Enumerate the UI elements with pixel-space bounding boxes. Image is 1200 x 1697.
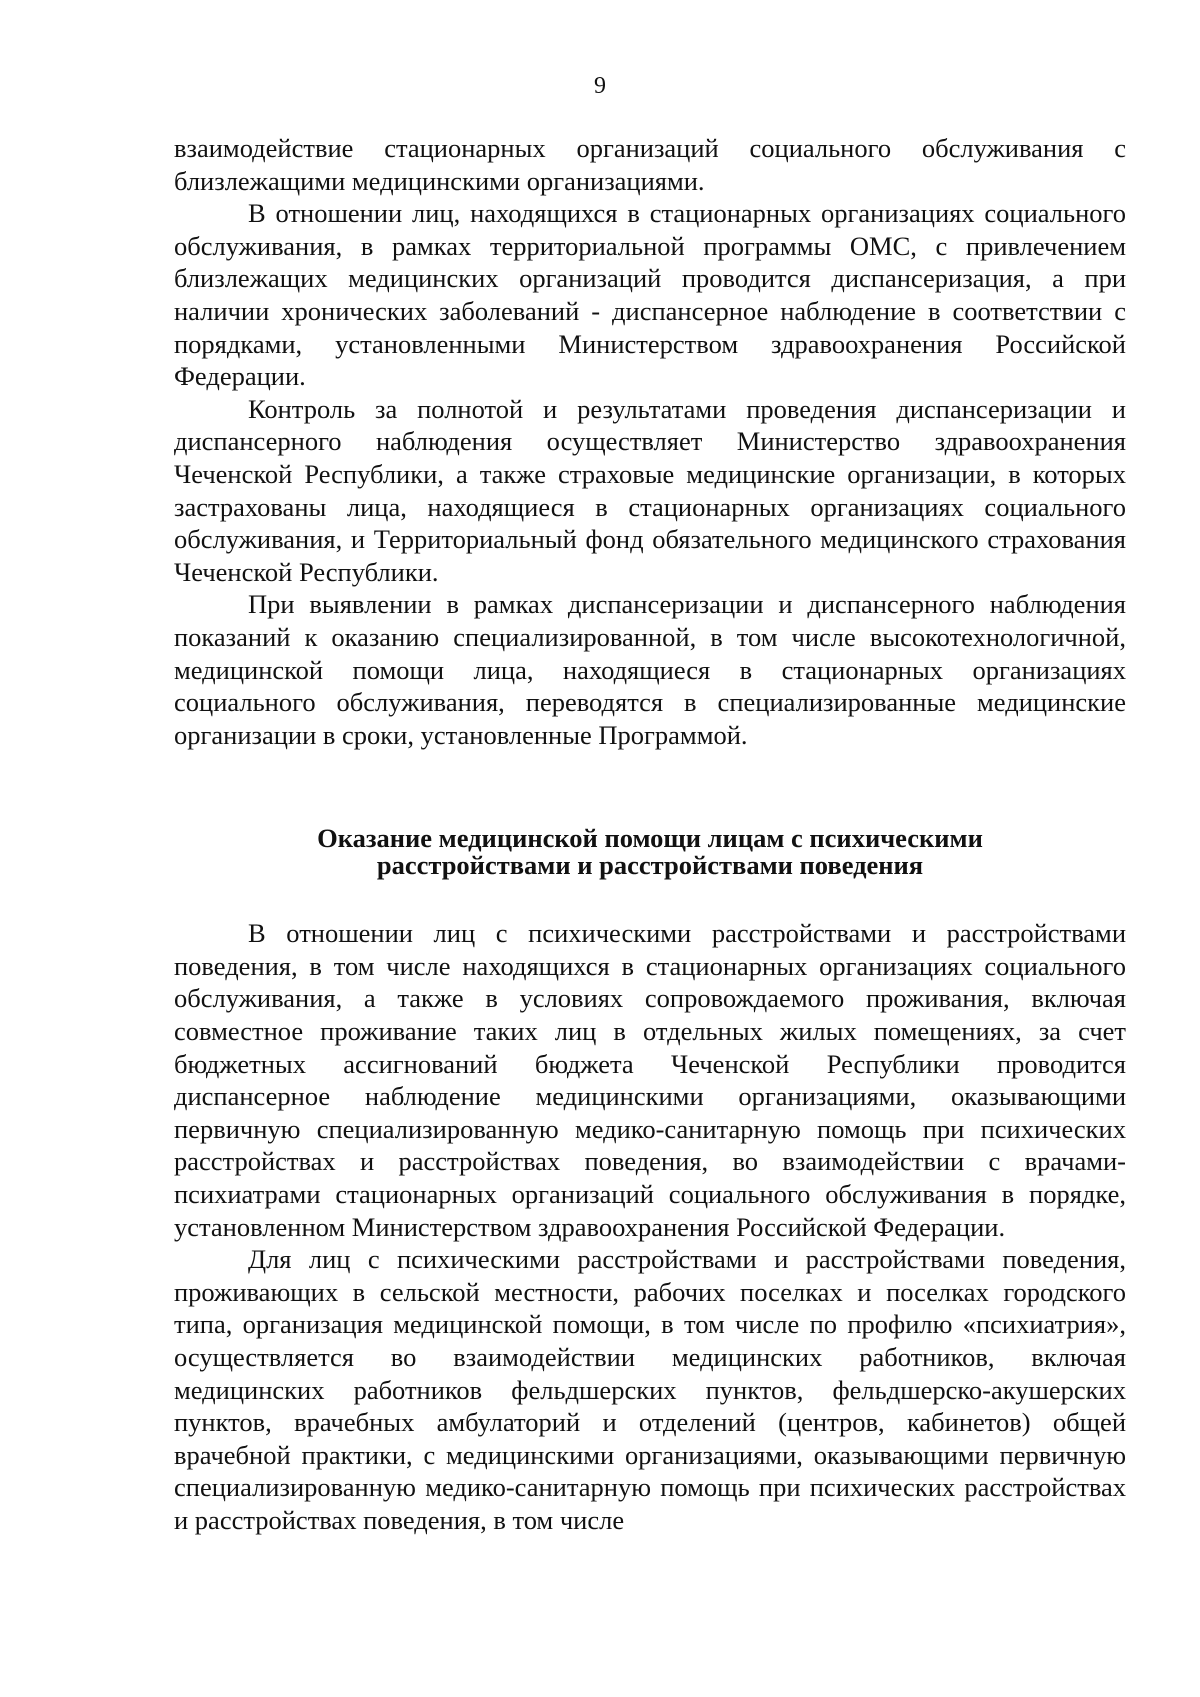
- document-body: [174, 132, 1126, 1537]
- paragraph: В отношении лиц, находящихся в стационарных организациях социального обслуживания, в рамках территориальной программы ОМС, с привлечением близлежащих медицинских организаций проводится диспансеризация, а при наличии хронических заболеваний - диспансерное наблюдение в соответствии с порядками, установленными Министерством здравоохранения Российской Федерации.: [174, 198, 1126, 392]
- section-heading: Оказание медицинской помощи лицам с психическими расстройствами и расстройствами поведения: [317, 823, 983, 881]
- page-number: 9: [594, 73, 606, 99]
- paragraph: В отношении лиц с психическими расстройствами и расстройствами поведения, в том числе находящихся в стационарных организациях социального обслуживания, а также в условиях сопровождаемого проживания, включая совместное проживание таких лиц в отдельных жилых помещениях, за счет бюджетных ассигнований бюджета Чеченской Республики проводится диспансерное наблюдение медицинскими организациями, оказывающими первичную специализированную медико-санитарную помощь при психических расстройствах и расстройствах поведения, во взаимодействии с врачами-психиатрами стационарных организаций социального обслуживания в порядке, установленном Министерством здравоохранения Российской Федерации.: [174, 918, 1126, 1242]
- paragraph: Для лиц с психическими расстройствами и расстройствами поведения, проживающих в сельской местности, рабочих поселках и поселках городского типа, организация медицинской помощи, в том числе по профилю «психиатрия», осуществляется во взаимодействии медицинских работников, включая медицинских работников фельдшерских пунктов, фельдшерско-акушерских пунктов, врачебных амбулаторий и отделений (центров, кабинетов) общей врачебной практики, с медицинскими организациями, оказывающими первичную специализированную медико-санитарную помощь при психических расстройствах и расстройствах поведения, в том числе: [174, 1244, 1126, 1535]
- paragraph: При выявлении в рамках диспансеризации и диспансерного наблюдения показаний к оказанию специализированной, в том числе высокотехнологичной, медицинской помощи лица, находящиеся в стационарных организациях социального обслуживания, переводятся в специализированные медицинские организации в сроки, установленные Программой.: [174, 589, 1126, 750]
- paragraph: взаимодействие стационарных организаций социального обслуживания с близлежащими медицинскими организациями.: [174, 133, 1126, 196]
- paragraph: Контроль за полнотой и результатами проведения диспансеризации и диспансерного наблюдения осуществляет Министерство здравоохранения Чеченской Республики, а также страховые медицинские организации, в которых застрахованы лица, находящиеся в стационарных организациях социального обслуживания, и Территориальный фонд обязательного медицинского страхования Чеченской Республики.: [174, 393, 1126, 587]
